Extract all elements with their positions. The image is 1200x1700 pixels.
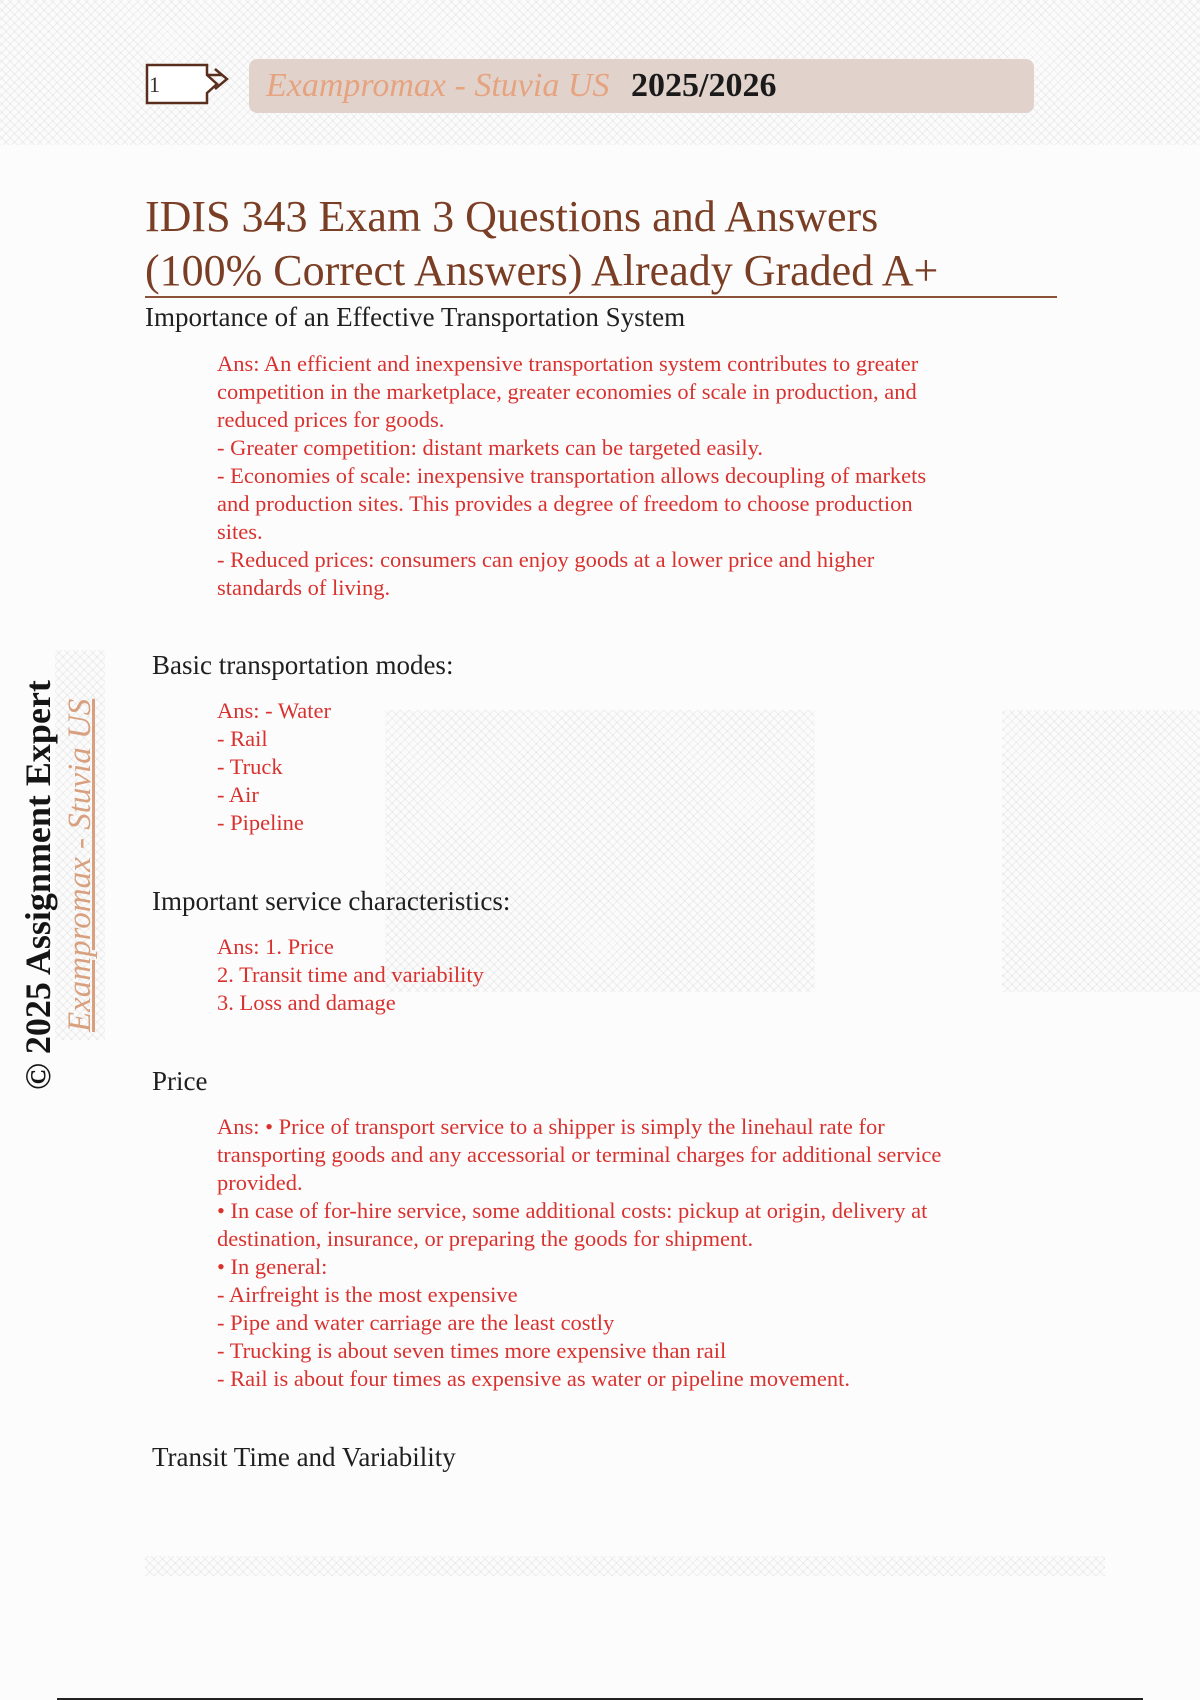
answer-block [217,350,926,602]
footer-pattern [145,1556,1105,1576]
background-pattern [1002,710,1200,992]
title-line-2: (100% Correct Answers) Already Graded A+ [145,246,939,295]
answer-line: - Trucking is about seven times more expensive than rail [217,1338,727,1363]
sidebar-brand: Exampromax - Stuvia US [62,698,98,1032]
answer-line: Ans: - Water [217,698,331,723]
answer-line: destination, insurance, or preparing the goods for shipment. [217,1226,754,1251]
answer-line: - Airfreight is the most expensive [217,1282,518,1307]
copyright-text: © 2025 Assignment Expert [18,680,58,1090]
title-underline [145,296,1057,298]
answer-line: provided. [217,1170,303,1195]
question-heading: Important service characteristics: [152,886,511,916]
question-heading: Basic transportation modes: [152,650,454,680]
question-heading: Transit Time and Variability [152,1442,456,1472]
answer-line: - Air [217,782,259,807]
answer-line: - Pipeline [217,810,304,835]
answer-line: - Reduced prices: consumers can enjoy goods at a lower price and higher [217,547,875,572]
header-year: 2025/2026 [631,67,777,104]
answer-line: reduced prices for goods. [217,407,445,432]
answer-line: Ans: 1. Price [217,934,334,959]
answer-line: - Pipe and water carriage are the least costly [217,1310,615,1335]
answer-line: 3. Loss and damage [217,990,396,1015]
answer-line: - Rail is about four times as expensive as water or pipeline movement. [217,1366,850,1391]
answer-line: - Economies of scale: inexpensive transportation allows decoupling of markets [217,463,927,488]
answer-line: • In case of for-hire service, some additional costs: pickup at origin, delivery at [217,1198,928,1223]
answer-line: - Greater competition: distant markets can be targeted easily. [217,435,764,460]
answer-line: standards of living. [217,575,391,600]
answer-line: sites. [217,519,263,544]
answer-line: - Truck [217,754,283,779]
answer-block [217,933,484,1017]
page-number: 1 [149,72,160,97]
answer-line: 2. Transit time and variability [217,962,484,987]
answer-line: • In general: [217,1254,328,1279]
answer-block [217,697,331,837]
answer-line: Ans: • Price of transport service to a shipper is simply the linehaul rate for [217,1114,885,1139]
answer-block [217,1113,941,1393]
title-line-1: IDIS 343 Exam 3 Questions and Answers [145,192,879,241]
answer-line: competition in the marketplace, greater economies of scale in production, and [217,379,917,404]
answer-line: and production sites. This provides a degree of freedom to choose production [217,491,913,516]
answer-line: transporting goods and any accessorial or terminal charges for additional service [217,1142,942,1167]
answer-line: - Rail [217,726,268,751]
header-brand: Exampromax - Stuvia US [266,67,610,104]
question-heading: Importance of an Effective Transportation System [145,302,686,332]
question-heading: Price [152,1066,208,1096]
answer-line: Ans: An efficient and inexpensive transportation system contributes to greater [217,351,919,376]
document-title [145,190,1055,298]
